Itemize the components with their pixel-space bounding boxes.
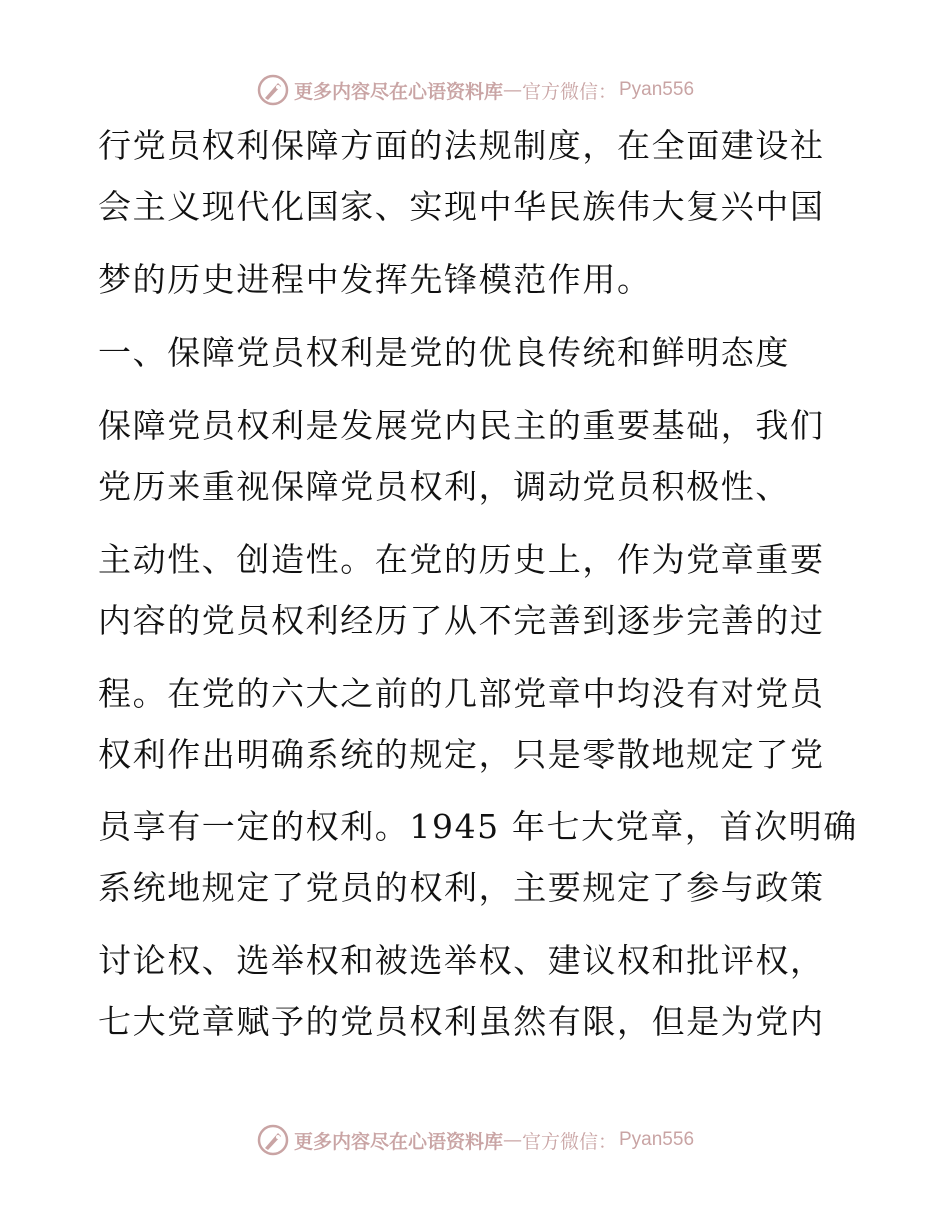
body-line-6: 党历来重视保障党员权利，调动党员积极性、 bbox=[98, 467, 790, 506]
watermark-main-text: 更多内容尽在心语资料库 bbox=[293, 1130, 503, 1153]
watermark-separator: — bbox=[502, 1129, 522, 1151]
body-line-13: 讨论权、选举权和被选举权、建议权和批评权， bbox=[98, 941, 825, 980]
watermark-main-text: 更多内容尽在心语资料库 bbox=[293, 80, 503, 103]
footer-watermark bbox=[0, 1120, 950, 1160]
body-line-12: 系统地规定了党员的权利，主要规定了参与政策 bbox=[98, 868, 825, 907]
watermark-id: Pyan556 bbox=[619, 79, 695, 100]
watermark-separator: — bbox=[502, 79, 522, 101]
body-line-10: 权利作出明确系统的规定，只是零散地规定了党 bbox=[98, 735, 825, 774]
body-line-9: 程。在党的六大之前的几部党章中均没有对党员 bbox=[98, 674, 825, 713]
body-line-7: 主动性、创造性。在党的历史上，作为党章重要 bbox=[98, 540, 825, 579]
body-line-5: 保障党员权利是发展党内民主的重要基础，我们 bbox=[98, 406, 825, 445]
watermark-label: 官方微信： bbox=[521, 80, 617, 103]
watermark-label: 官方微信： bbox=[521, 1130, 617, 1153]
body-line-3: 梦的历史进程中发挥先锋模范作用。 bbox=[98, 260, 652, 299]
body-line-1: 行党员权利保障方面的法规制度，在全面建设社 bbox=[98, 126, 825, 165]
header-watermark bbox=[0, 70, 950, 110]
body-line-2: 会主义现代化国家、实现中华民族伟大复兴中国 bbox=[98, 187, 825, 226]
body-line-8: 内容的党员权利经历了从不完善到逐步完善的过 bbox=[98, 601, 825, 640]
pen-nib-circle-icon bbox=[256, 1123, 290, 1157]
body-line-14: 七大党章赋予的党员权利虽然有限，但是为党内 bbox=[98, 1002, 825, 1041]
body-heading-1: 一、保障党员权利是党的优良传统和鲜明态度 bbox=[98, 333, 790, 372]
pen-nib-circle-icon bbox=[256, 73, 290, 107]
body-line-11: 员享有一定的权利。1945 年七大党章，首次明确 bbox=[98, 807, 858, 846]
watermark-id: Pyan556 bbox=[619, 1129, 695, 1150]
